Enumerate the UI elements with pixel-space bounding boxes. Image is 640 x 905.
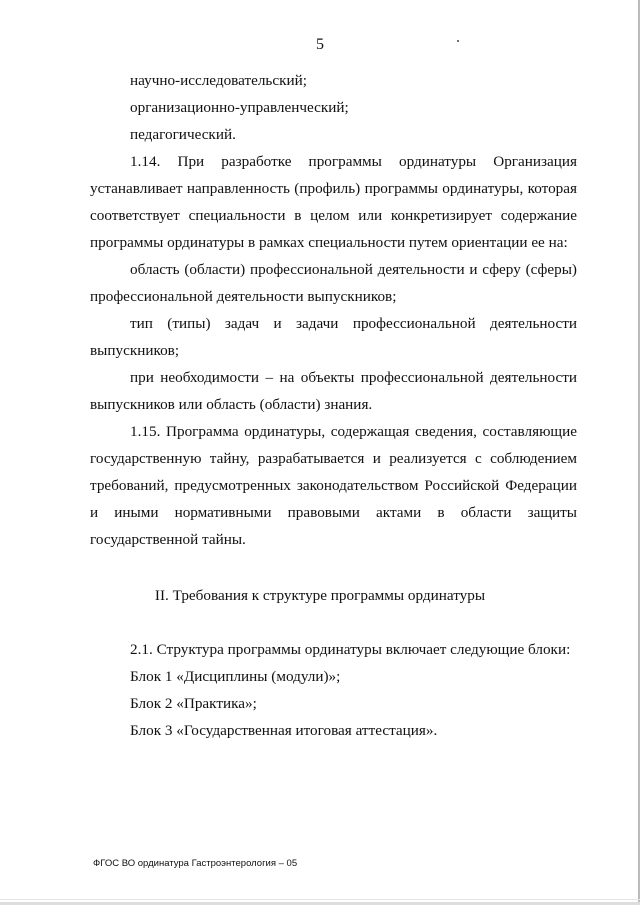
paragraph-area-line-2: профессиональной деятельности выпускников;	[90, 288, 397, 305]
paragraph-tasks-line-2: выпускников;	[90, 342, 180, 359]
paragraph-1-14-line-1: 1.14. При разработке программы ординатуры Организация	[130, 153, 577, 170]
scan-edge-line	[0, 899, 640, 900]
paragraph-objects-line-2: выпускников или область (области) знания.	[90, 396, 373, 413]
list-item-management: организационно-управленческий;	[130, 99, 349, 116]
page-number: 5	[316, 36, 324, 53]
paragraph-1-15-line-4: и иными нормативными правовыми актами в области защиты	[90, 504, 577, 521]
block-3-item: Блок 3 «Государственная итоговая аттестация».	[130, 722, 438, 739]
paragraph-area-line-1: область (области) профессиональной деятельности и сферу (сферы)	[130, 261, 577, 278]
paragraph-1-14-line-2: устанавливает направленность (профиль) программы ординатуры, которая	[90, 180, 577, 197]
block-2-item: Блок 2 «Практика»;	[130, 695, 257, 712]
section-heading: II. Требования к структуре программы ординатуры	[154, 587, 486, 604]
list-item-pedagogical: педагогический.	[130, 126, 236, 143]
paragraph-1-15-line-1: 1.15. Программа ординатуры, содержащая сведения, составляющие	[130, 423, 577, 440]
paragraph-1-14-line-4: программы ординатуры в рамках специальности путем ориентации ее на:	[90, 234, 568, 251]
list-item-research: научно-исследовательский;	[130, 72, 307, 89]
paragraph-objects-line-1: при необходимости – на объекты профессиональной деятельности	[130, 369, 577, 386]
paragraph-1-14-line-3: соответствует специальности в целом или конкретизирует содержание	[90, 207, 577, 224]
page-footer: ФГОС ВО ординатура Гастроэнтерология – 05	[93, 858, 298, 869]
paragraph-tasks-line-1: тип (типы) задач и задачи профессиональной деятельности	[130, 315, 577, 332]
block-1-item: Блок 1 «Дисциплины (модули)»;	[130, 668, 341, 685]
paragraph-1-15-line-3: требований, предусмотренных законодательством Российской Федерации	[90, 477, 577, 494]
scan-speck	[457, 40, 459, 42]
section-2-1-text: 2.1. Структура программы ординатуры включает следующие блоки:	[130, 641, 571, 658]
paragraph-1-15-line-2: государственную тайну, разрабатывается и реализуется с соблюдением	[90, 450, 577, 467]
paragraph-1-15-line-5: государственной тайны.	[90, 531, 246, 548]
